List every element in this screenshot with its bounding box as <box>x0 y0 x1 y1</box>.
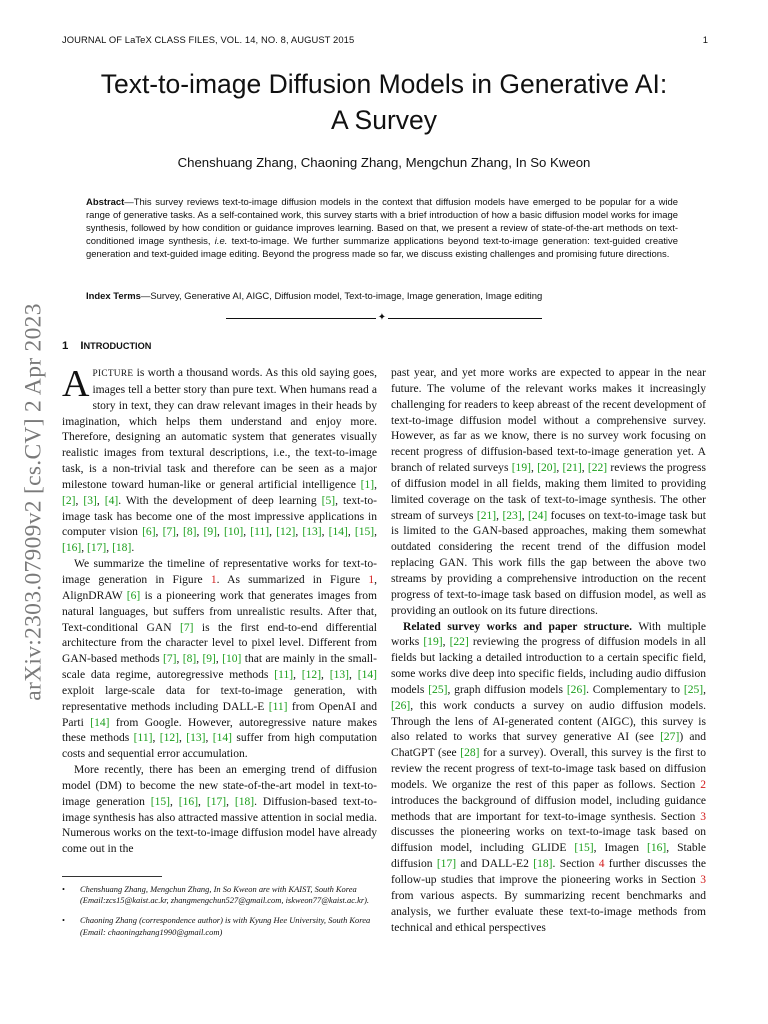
citation[interactable]: [16] <box>62 542 82 555</box>
text-run: for a survey). Overall, this survey is the first to review the recent progress of text-to-image task based on diffusion models. We organize the rest of this paper as follows. Section <box>391 747 706 791</box>
text-run: and DALL-E2 <box>456 858 534 871</box>
citation[interactable]: [22] <box>587 462 608 475</box>
paper-title <box>40 66 728 138</box>
citation[interactable]: [19] <box>423 636 443 649</box>
citation[interactable]: [14] <box>212 732 233 745</box>
section-heading-introduction <box>62 340 151 352</box>
citation[interactable]: [22] <box>449 636 469 649</box>
citation[interactable]: [28] <box>460 747 480 760</box>
citation[interactable]: [6] <box>142 526 156 539</box>
title-line-2: A Survey <box>330 105 438 135</box>
citation[interactable]: [14] <box>328 526 348 539</box>
section-ref[interactable]: 4 <box>598 858 605 871</box>
text-run: , this work conducts a survey on audio diffusion models. Through the lens of AI-generated content (AIGC), this survey is also related to works that survey generative AI (see <box>391 699 706 744</box>
figure-ref[interactable]: 1 <box>210 573 217 586</box>
text-run: past year, and yet more works are expected to appear in the near future. The volume of the relevant works makes it increasingly challenging for readers to keep abreast of the recent development of text-to-image diffusion model without a comprehensive survey. However, as far as we know, there is no survey work focusing on recent progress of diffusion-based text-to-image generation yet. A branch of related surveys <box>391 367 706 475</box>
text-run: . Diffusion-based text-to-image synthesis has also attracted massive attention in social media. Numerous works on the text-to-image diffusion model have already come out in the <box>62 795 378 856</box>
citation[interactable]: [15] <box>150 795 170 808</box>
text-run: . Complementary to <box>586 683 684 696</box>
citation[interactable]: [13] <box>186 732 206 745</box>
divider-diamond-icon: ✦ <box>377 312 387 323</box>
paragraph-4: past year, and yet more works are expected to appear in the near future. The volume of the relevant works makes it increasingly challenging for readers to keep abreast of the recent development of text-to-image diffusion model without a comprehensive survey. However, as far as we know, there is no survey work focusing on recent progress of diffusion-based text-to-image generation yet. A branch of related surveys [19], [20], [21], [22] reviews the progress of diffusion model in all fields, making them limited to providing limited coverage on the task of text-to-image synthesis. The other stream of surveys [21], [23], [24] focuses on text-to-image task but is limited to the GAN-based approaches, making them somewhat outdated considering the recent trend of the diffusion model replacing GAN. This work fills the gap between the above two streams by providing a comprehensive introduction on the recent progress of text-to-image task based on diffusion model, as well as providing an outlook on its future directions. <box>391 367 706 617</box>
citation[interactable]: [18] <box>234 795 255 808</box>
index-terms <box>86 290 678 303</box>
journal-prefix: JOURNAL OF <box>62 34 125 45</box>
citation[interactable]: [4] <box>104 494 119 507</box>
running-header <box>62 34 354 45</box>
citation[interactable]: [11] <box>274 669 294 682</box>
footnote-text: Chaoning Zhang (correspondence author) is with Kyung Hee University, South Korea (Email: chaoningzhang1990@gmail.com) <box>80 915 371 937</box>
title-line-1: Text-to-image Diffusion Models in Generative AI: <box>100 69 668 99</box>
citation[interactable]: [11] <box>250 526 270 539</box>
text-run: from various aspects. By summarizing recent benchmarks and analysis, we further evaluate these text-to-image methods from technical and ethical perspectives <box>391 889 706 934</box>
footnotes <box>62 884 377 947</box>
citation[interactable]: [12] <box>301 669 322 682</box>
text-run: further discusses the follow-up studies that improve the pioneering works in Section <box>391 858 706 886</box>
right-column <box>391 366 706 936</box>
text-run: . Section <box>552 858 599 871</box>
text-run: introduces the background of diffusion model, including guidance methods that are important for text-to-image synthesis. Section <box>391 794 706 823</box>
footnote-text: Chenshuang Zhang, Mengchun Zhang, In So Kweon are with KAIST, South Korea (Email:zcs15@kaist.ac.kr, zhangmengchun527@gmail.com, iskweon77@kaist.ac.kr). <box>80 884 370 906</box>
footnote-rule <box>62 876 162 877</box>
citation[interactable]: [1] <box>360 478 375 491</box>
author-list: Chenshuang Zhang, Chaoning Zhang, Mengchun Zhang, In So Kweon <box>177 155 591 170</box>
citation[interactable]: [11] <box>268 700 288 713</box>
text-run: reviewing the progress of diffusion models in all fields but lacking a detailed introduction to a certain specific field, some works dive deep into specific fields, including audio diffusion models <box>391 636 706 696</box>
citation[interactable]: [6] <box>126 589 141 602</box>
text-run: With multiple works <box>391 620 706 649</box>
citation[interactable]: [11] <box>133 732 153 745</box>
left-column <box>62 363 378 858</box>
text-run: . With the development of deep learning <box>118 494 322 507</box>
citation[interactable]: [13] <box>329 669 350 682</box>
drop-cap: A <box>62 363 90 405</box>
paragraph-2: We summarize the timeline of representative works for text-to-image generation in Figure 1. As summarized in Figure 1, AlignDRAW [6] is a pioneering work that generates images from natural languages, but suffers from unrealistic results. After that, Text-conditional GAN [7] is the first end-to-end differential architecture from the character level to pixel level. Different from GAN-based methods [7], [8], [9], [10] that are mainly in the small-scale data regime, autoregressive methods [11], [12], [13], [14] exploit large-scale data for text-to-image generation, with representative methods including DALL-E [11] from OpenAI and Parti [14] from Google. However, autoregressive nature makes these methods [11], [12], [13], [14] suffer from high computation costs and sequential error accumulation. <box>62 558 378 761</box>
abstract <box>86 196 678 261</box>
citation[interactable]: [14] <box>357 669 378 682</box>
citation[interactable]: [21] <box>562 462 582 475</box>
index-terms-text: Survey, Generative AI, AIGC, Diffusion model, Text-to-image, Image generation, Image editing <box>150 291 543 302</box>
text-run: ) and ChatGPT (see <box>391 731 706 760</box>
footnote-bullet: • <box>62 915 65 926</box>
abstract-ie: i.e. <box>214 236 228 248</box>
text-run: We summarize the timeline of representative works for text-to-image generation in Figure <box>62 558 377 586</box>
citation[interactable]: [17] <box>436 858 457 871</box>
text-run: . As summarized in Figure <box>216 573 369 586</box>
citation[interactable]: [9] <box>202 653 216 666</box>
abstract-dash: — <box>124 197 134 208</box>
text-run: , AlignDRAW <box>62 573 377 602</box>
section-ref[interactable]: 3 <box>700 874 706 886</box>
citation[interactable]: [8] <box>182 653 197 666</box>
paragraph-3: More recently, there has been an emerging trend of diffusion model (DM) to become the new state-of-the-art model in text-to-image generation [15], [16], [17], [18]. Diffusion-based text-to-image synthesis has also attracted massive attention in social media. Numerous works on the text-to-image diffusion model have already come out in the <box>62 764 378 856</box>
citation[interactable]: [18] <box>533 858 553 871</box>
citation[interactable]: [8] <box>183 526 197 539</box>
paragraph-lead-bold: Related survey works and paper structure. <box>403 620 632 633</box>
arxiv-stamp: arXiv:2303.07909v2 [cs.CV] 2 Apr 2023 <box>20 303 47 701</box>
citation[interactable]: [9] <box>203 526 217 539</box>
citation[interactable]: [16] <box>647 842 667 855</box>
footnote-affiliation-khu <box>62 915 377 937</box>
citation[interactable]: [13] <box>302 526 322 539</box>
citation[interactable]: [16] <box>178 795 199 808</box>
citation[interactable]: [18] <box>112 542 132 555</box>
index-terms-label: Index Terms <box>86 291 141 302</box>
text-run: More recently, there has been an emerging trend of diffusion model (DM) to become the new state-of-the-art model in text-to-image generation <box>62 764 377 808</box>
citation[interactable]: [25] <box>683 683 704 696</box>
text-run: exploit large-scale data for text-to-image generation, with representative methods including DALL-E <box>62 684 377 713</box>
citation[interactable]: [10] <box>224 526 244 539</box>
text-run: is a pioneering work that generates images from natural languages, but suffers from unrealistic results. After that, Text-conditional GAN <box>62 589 377 634</box>
citation[interactable]: [26] <box>566 683 587 696</box>
citation[interactable]: [26] <box>391 699 411 712</box>
abstract-text-1: This survey reviews text-to-image diffusion models in the context that diffusion models have emerged to be popular for a wide range of generative tasks. As a self-contained work, this survey starts with a brief introduction of how a basic diffusion model works for image synthesis, followed by how condition or guidance improves learning. Based on that, we present a review of state-of-the-art methods on text-conditioned image synthesis, <box>86 197 678 248</box>
citation[interactable]: [27] <box>660 731 680 744</box>
section-ref[interactable]: 3 <box>700 810 706 823</box>
arxiv-stamp-container <box>14 282 54 722</box>
page-number: 1 <box>702 34 708 45</box>
text-run: , text-to-image task has become one of the most impressive applications in computer vision <box>62 494 377 539</box>
citation[interactable]: [21] <box>476 509 497 522</box>
citation[interactable]: [23] <box>502 509 522 522</box>
citation[interactable]: [12] <box>159 732 179 745</box>
citation[interactable]: [14] <box>90 716 110 729</box>
text-run: , Imagen <box>593 842 648 855</box>
paragraph-1: APICTURE is worth a thousand words. As this old saying goes, images tell a better story than pure text. When humans read a story in text, they can draw relevant images in their heads by imagination, which helps them understand and enjoy more. Therefore, designing an automatic system that generates visually realistic images from textural descriptions, i.e., the text-to-image task, is a non-trivial task and therefore can be seen as a major milestone toward human-like or general artificial intelligence [1], [2], [3], [4]. With the development of deep learning [5], text-to-image task has become one of the most impressive applications in computer vision [6], [7], [8], [9], [10], [11], [12], [13], [14], [15], [16], [17], [18]. <box>62 363 378 555</box>
index-terms-dash: — <box>140 291 151 302</box>
citation[interactable]: [24] <box>527 509 548 522</box>
citation[interactable]: [2] <box>62 494 76 507</box>
citation[interactable]: [19] <box>511 462 531 475</box>
footnote-bullet: • <box>62 884 65 894</box>
text-run: , Stable diffusion <box>391 842 706 871</box>
text-run: discusses the pioneering works on text-to-image task based on diffusion model, including GLIDE <box>391 826 706 855</box>
footnote-affiliation-kaist <box>62 884 377 906</box>
text-run: focuses on text-to-image task but is limited to the GAN-based approaches, making them somewhat outdated considering the recent trend of the diffusion model replacing GAN. This work fills the gap between the above two streams by providing a comprehensive introduction on the recent progress of text-to-image task based on diffusion model, as well as providing an outlook on its future directions. <box>391 509 706 617</box>
citation[interactable]: [10] <box>222 653 242 666</box>
figure-ref[interactable]: 1 <box>368 573 375 586</box>
text-run: from OpenAI and Parti <box>62 700 377 729</box>
abstract-text-2: text-to-image. We further summarize applications beyond text-to-image generation: text-guided creative generation and text-guided image editing. Beyond the progress made so far, we discuss existing challenges and promising future directions. <box>86 236 678 261</box>
text-run: is the first end-to-end differential architecture from the character level to pixel level. Different from GAN-based methods <box>62 621 377 666</box>
citation[interactable]: [17] <box>87 542 107 555</box>
abstract-label: Abstract <box>86 197 125 208</box>
latex-logo: LaTeX <box>124 34 152 45</box>
text-run: reviews the progress of diffusion model in all fields, making them limited to providing limited coverage on the task of text-to-image synthesis. The other stream of surveys <box>391 462 706 522</box>
section-number: 1 <box>62 340 69 352</box>
citation[interactable]: [25] <box>428 683 448 696</box>
text-run: is worth a thousand words. As this old saying goes, images tell a better story than pure text. When humans read a story in text, they can draw relevant images in their heads by imagination, which helps them understand and enjoy more. Therefore, designing an automatic system that generates visually realistic images from textural descriptions, i.e., the text-to-image task, is a non-trivial task and therefore can be seen as a major milestone toward human-like or general artificial intelligence <box>62 367 377 491</box>
paragraph-5: Related survey works and paper structure. With multiple works [19], [22] reviewing the progress of diffusion models in all fields but lacking a detailed introduction to a certain specific field, some works dive deep into specific fields, including audio diffusion models [25], graph diffusion models [26]. Complementary to [25], [26], this work conducts a survey on audio diffusion models. Through the lens of AI-generated content (AIGC), this survey is also related to works that survey generative AI (see [27]) and ChatGPT (see [28] for a survey). Overall, this survey is the first to review the recent progress of text-to-image task based on diffusion models. We organize the rest of this paper as follows. Section 2 introduces the background of diffusion model, including guidance methods that are important for text-to-image synthesis. Section 3 discusses the pioneering works on text-to-image task based on diffusion model, including GLIDE [15], Imagen [16], Stable diffusion [17] and DALL-E2 [18]. Section 4 further discusses the follow-up studies that improve the pioneering works in Section 3 from various aspects. By summarizing recent benchmarks and analysis, we further evaluate these text-to-image methods from technical and ethical perspectives <box>391 620 706 934</box>
text-run: that are mainly in the small-scale data regime, autoregressive methods <box>62 653 377 682</box>
citation[interactable]: [17] <box>206 795 227 808</box>
text-run: suffer from high computation costs and sequential error accumulation. <box>62 732 377 761</box>
section-title-first-letter: I <box>80 340 84 352</box>
citation[interactable]: [5] <box>321 494 336 507</box>
citation[interactable]: [12] <box>276 526 296 539</box>
journal-suffix: CLASS FILES, VOL. 14, NO. 8, AUGUST 2015 <box>151 34 355 45</box>
citation[interactable]: [7] <box>179 621 194 634</box>
smallcaps-lead: PICTURE <box>92 369 134 379</box>
text-run: , graph diffusion models <box>447 683 567 696</box>
citation[interactable]: [15] <box>354 526 375 539</box>
citation[interactable]: [15] <box>574 842 594 855</box>
citation[interactable]: [7] <box>163 653 177 666</box>
citation[interactable]: [3] <box>83 494 97 507</box>
text-run: from Google. However, autoregressive nature makes these methods <box>62 716 377 745</box>
citation[interactable]: [20] <box>537 462 557 475</box>
section-title-rest: NTRODUCTION <box>83 341 152 351</box>
section-ref[interactable]: 2 <box>700 778 706 791</box>
citation[interactable]: [7] <box>162 526 177 539</box>
